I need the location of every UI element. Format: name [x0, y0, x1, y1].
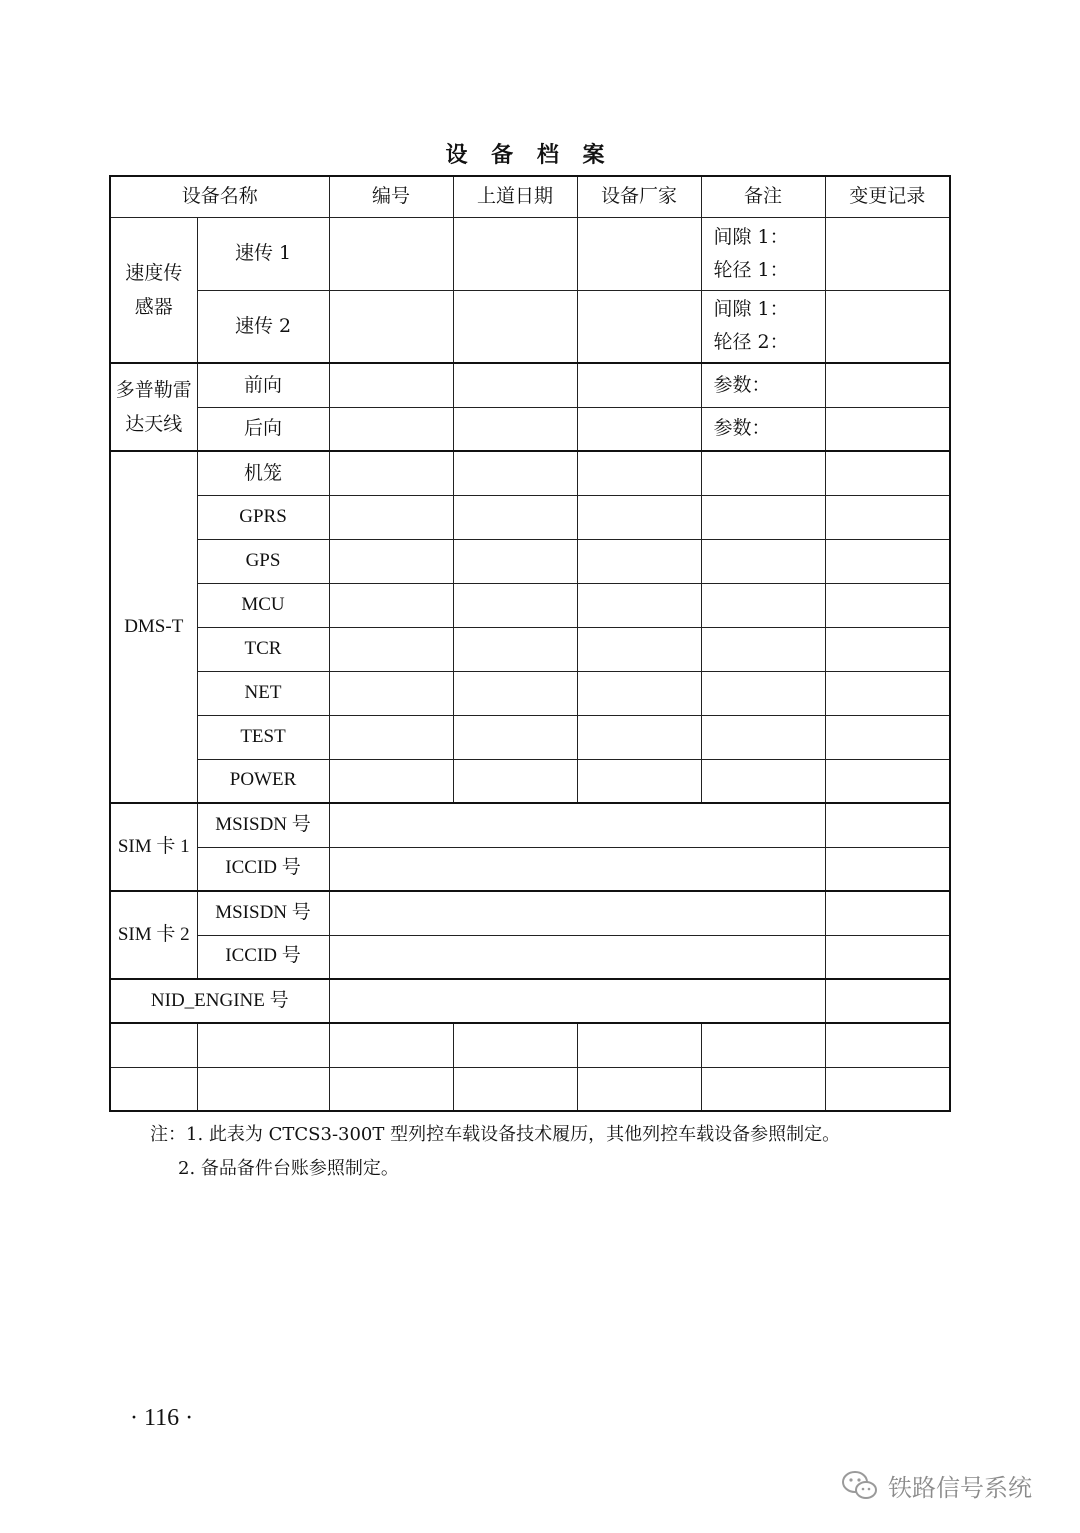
row-label: 机笼 [197, 451, 329, 495]
wide-cell[interactable] [329, 935, 825, 979]
cell[interactable] [329, 671, 453, 715]
cell[interactable] [701, 1067, 825, 1111]
table-row [110, 891, 950, 935]
row-label: MSISDN 号 [197, 803, 329, 847]
remark-text: 轮径 1： [713, 258, 789, 281]
cell[interactable] [453, 539, 577, 583]
cell[interactable] [825, 935, 950, 979]
wide-cell[interactable] [329, 803, 825, 847]
cell[interactable] [577, 759, 701, 803]
group-label-doppler: 多普勒雷达天线 [110, 363, 197, 451]
group-label-sim-2: SIM 卡 2 [110, 891, 197, 979]
group-label-dms-t: DMS-T [110, 451, 197, 803]
table-row [110, 847, 950, 891]
remark-cell[interactable] [701, 407, 825, 451]
cell[interactable] [329, 451, 453, 495]
row-label: GPRS [197, 495, 329, 539]
table-row [110, 627, 950, 671]
cell[interactable] [825, 1023, 950, 1067]
cell[interactable] [453, 583, 577, 627]
row-label: MCU [197, 583, 329, 627]
remark-cell[interactable] [701, 363, 825, 407]
cell[interactable] [577, 1067, 701, 1111]
cell[interactable] [825, 759, 950, 803]
wide-cell[interactable] [329, 847, 825, 891]
cell[interactable] [453, 451, 577, 495]
cell[interactable] [701, 627, 825, 671]
cell[interactable] [825, 803, 950, 847]
cell[interactable] [825, 891, 950, 935]
cell[interactable] [701, 583, 825, 627]
header-serial-number: 编号 [329, 176, 453, 217]
cell[interactable] [329, 627, 453, 671]
row-label: MSISDN 号 [197, 891, 329, 935]
cell[interactable] [577, 715, 701, 759]
watermark-text: 铁路信号系统 [888, 1474, 1032, 1502]
cell[interactable] [329, 217, 453, 290]
table-row [110, 759, 950, 803]
cell[interactable] [577, 627, 701, 671]
cell[interactable] [577, 539, 701, 583]
cell[interactable] [825, 539, 950, 583]
cell[interactable] [577, 217, 701, 290]
remark-text: 参数： [713, 373, 771, 396]
table-row [110, 495, 950, 539]
cell[interactable] [329, 715, 453, 759]
cell[interactable] [110, 1067, 197, 1111]
header-row [110, 176, 950, 217]
table-row [110, 217, 950, 290]
cell[interactable] [453, 217, 577, 290]
cell[interactable] [453, 715, 577, 759]
equipment-record-table [109, 175, 951, 1112]
cell[interactable] [701, 715, 825, 759]
wide-cell[interactable] [329, 979, 825, 1023]
wechat-icon [840, 1469, 880, 1503]
cell[interactable] [577, 363, 701, 407]
cell[interactable] [453, 627, 577, 671]
remark-cell[interactable] [701, 290, 825, 363]
header-device-name: 设备名称 [110, 176, 329, 217]
cell[interactable] [453, 363, 577, 407]
table-row [110, 979, 950, 1023]
row-label: TCR [197, 627, 329, 671]
group-label-speed-sensor: 速度传感器 [110, 217, 197, 363]
cell[interactable] [825, 627, 950, 671]
remark-text: 轮径 2： [713, 331, 789, 354]
cell[interactable] [701, 451, 825, 495]
table-row [110, 290, 950, 363]
cell[interactable] [825, 715, 950, 759]
cell[interactable] [825, 583, 950, 627]
header-change-log: 变更记录 [825, 176, 950, 217]
remark-text: 间隙 1： [713, 225, 789, 248]
row-label: 速传 1 [197, 217, 329, 290]
cell[interactable] [825, 979, 950, 1023]
cell[interactable] [825, 363, 950, 407]
table-row [110, 583, 950, 627]
row-label: 速传 2 [197, 290, 329, 363]
cell[interactable] [197, 1023, 329, 1067]
cell[interactable] [825, 671, 950, 715]
footnote-1: 注：1. 此表为 CTCS3-300T 型列控车载设备技术履历，其他列控车载设备参照制定。 [150, 1124, 841, 1145]
table-row [110, 715, 950, 759]
cell[interactable] [329, 1067, 453, 1111]
cell[interactable] [453, 495, 577, 539]
row-label-nid-engine: NID_ENGINE 号 [110, 979, 329, 1023]
remark-text: 参数： [713, 417, 771, 440]
watermark [840, 1468, 1032, 1503]
row-label: ICCID 号 [197, 847, 329, 891]
cell[interactable] [577, 407, 701, 451]
table-row [110, 407, 950, 451]
cell[interactable] [825, 407, 950, 451]
cell[interactable] [453, 407, 577, 451]
cell[interactable] [329, 407, 453, 451]
cell[interactable] [329, 759, 453, 803]
header-install-date: 上道日期 [453, 176, 577, 217]
footnotes [150, 1118, 840, 1186]
table-row [110, 671, 950, 715]
row-label: POWER [197, 759, 329, 803]
cell[interactable] [577, 1023, 701, 1067]
cell[interactable] [825, 290, 950, 363]
row-label: NET [197, 671, 329, 715]
group-label-sim-1: SIM 卡 1 [110, 803, 197, 891]
row-label: ICCID 号 [197, 935, 329, 979]
header-manufacturer: 设备厂家 [577, 176, 701, 217]
cell[interactable] [329, 495, 453, 539]
table-row [110, 803, 950, 847]
cell[interactable] [453, 1023, 577, 1067]
cell[interactable] [329, 539, 453, 583]
header-remarks: 备注 [701, 176, 825, 217]
row-label: 后向 [197, 407, 329, 451]
table-row [110, 363, 950, 407]
cell[interactable] [577, 671, 701, 715]
cell[interactable] [453, 290, 577, 363]
cell[interactable] [577, 583, 701, 627]
row-label: TEST [197, 715, 329, 759]
footnote-2: 2. 备品备件台账参照制定。 [178, 1158, 399, 1179]
cell[interactable] [577, 290, 701, 363]
cell[interactable] [197, 1067, 329, 1111]
wide-cell[interactable] [329, 891, 825, 935]
table-row [110, 539, 950, 583]
remark-cell[interactable] [701, 217, 825, 290]
page-number: · 116 · [130, 1405, 194, 1431]
cell[interactable] [701, 671, 825, 715]
cell[interactable] [701, 539, 825, 583]
row-label: GPS [197, 539, 329, 583]
cell[interactable] [329, 290, 453, 363]
page-title: 设 备 档 案 [445, 143, 613, 168]
table-row [110, 451, 950, 495]
cell[interactable] [825, 451, 950, 495]
cell[interactable] [825, 1067, 950, 1111]
cell[interactable] [329, 583, 453, 627]
cell[interactable] [825, 217, 950, 290]
blank-row [110, 1023, 950, 1067]
cell[interactable] [701, 495, 825, 539]
cell[interactable] [110, 1023, 197, 1067]
cell[interactable] [701, 1023, 825, 1067]
row-label: 前向 [197, 363, 329, 407]
cell[interactable] [329, 1023, 453, 1067]
cell[interactable] [453, 759, 577, 803]
cell[interactable] [577, 495, 701, 539]
cell[interactable] [825, 495, 950, 539]
cell[interactable] [701, 759, 825, 803]
cell[interactable] [453, 671, 577, 715]
cell[interactable] [577, 451, 701, 495]
cell[interactable] [453, 1067, 577, 1111]
remark-text: 间隙 1： [713, 298, 789, 321]
cell[interactable] [825, 847, 950, 891]
blank-row [110, 1067, 950, 1111]
table-row [110, 935, 950, 979]
cell[interactable] [329, 363, 453, 407]
